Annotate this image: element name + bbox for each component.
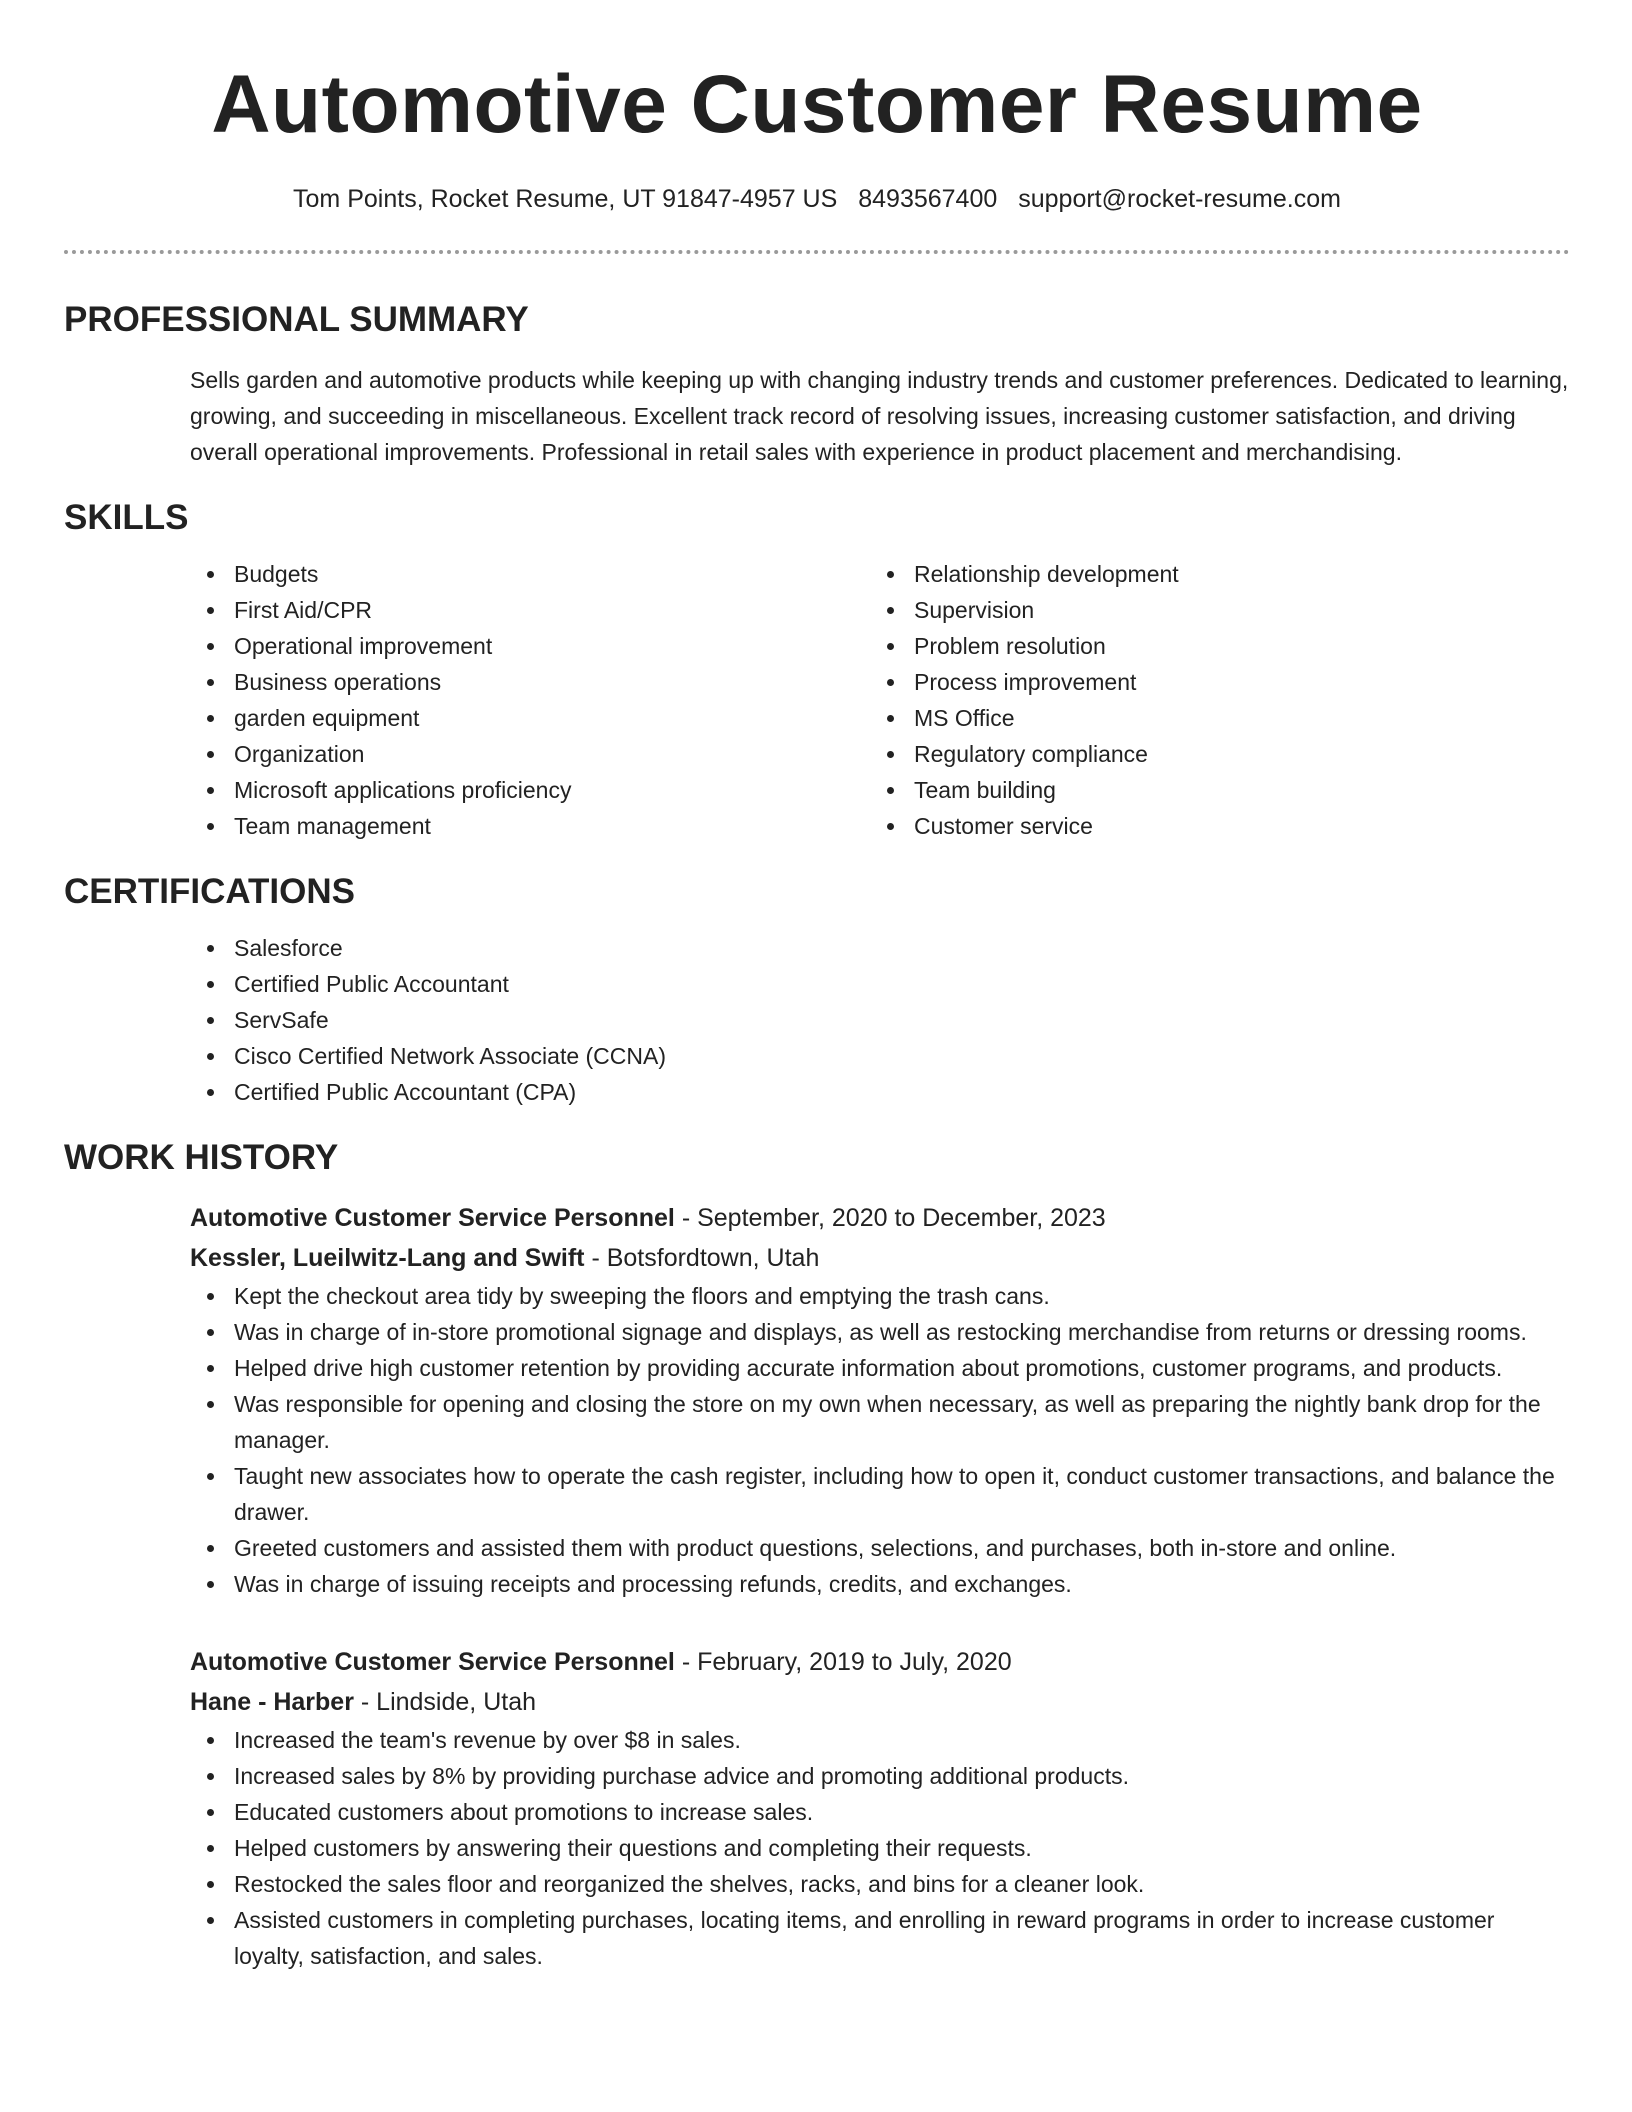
- skill-item: Budgets: [234, 556, 870, 592]
- job-company-line: [190, 1682, 1570, 1722]
- skill-item: Relationship development: [914, 556, 1550, 592]
- certification-item: Salesforce: [234, 930, 1570, 966]
- certification-list: [190, 930, 1570, 1110]
- resume-title: Automotive Customer Resume: [211, 59, 1423, 150]
- job-duty-item: Helped customers by answering their questions and completing their requests.: [234, 1830, 1570, 1866]
- job-duty-item: Was in charge of issuing receipts and processing refunds, credits, and exchanges.: [234, 1566, 1570, 1602]
- skill-item: Supervision: [914, 592, 1550, 628]
- job-role-line: [190, 1642, 1570, 1682]
- skill-item: Business operations: [234, 664, 870, 700]
- skill-item: First Aid/CPR: [234, 592, 870, 628]
- job-duty-item: Increased sales by 8% by providing purchase advice and promoting additional products.: [234, 1758, 1570, 1794]
- section-title-summary: PROFESSIONAL SUMMARY: [64, 300, 529, 339]
- section-title-skills: SKILLS: [64, 498, 189, 537]
- skill-item: Microsoft applications proficiency: [234, 772, 870, 808]
- contact-line: [64, 182, 1570, 216]
- job-location: - Lindside, Utah: [353, 1688, 536, 1716]
- job-duty-item: Assisted customers in completing purchases, locating items, and enrolling in reward programs in order to increase customer loyalty, satisfaction, and sales.: [234, 1902, 1570, 1974]
- job-duty-item: Educated customers about promotions to increase sales.: [234, 1794, 1570, 1830]
- skill-item: Organization: [234, 736, 870, 772]
- section-title-work-history: WORK HISTORY: [64, 1138, 339, 1177]
- contact-phone: 8493567400: [858, 185, 998, 213]
- skill-item: Problem resolution: [914, 628, 1550, 664]
- job-duty-item: Taught new associates how to operate the cash register, including how to open it, conduct customer transactions, and balance the drawer.: [234, 1458, 1570, 1530]
- job-duty-item: Helped drive high customer retention by providing accurate information about promotions, customer programs, and products.: [234, 1350, 1570, 1386]
- job-company: Kessler, Lueilwitz-Lang and Swift: [190, 1244, 585, 1272]
- job-duty-item: Was responsible for opening and closing the store on my own when necessary, as well as preparing the nightly bank drop for the manager.: [234, 1386, 1570, 1458]
- contact-address: Tom Points, Rocket Resume, UT 91847-4957 US: [293, 185, 838, 213]
- job-duties: [190, 1278, 1570, 1602]
- summary-text: Sells garden and automotive products while keeping up with changing industry trends and customer preferences. Dedicated to learning, growing, and succeeding in miscellaneous. Excellent track record of resolving issues, increasing customer satisfaction, and driving overall operational improvements. Professional in retail sales with experience in product placement and merchandising.: [190, 367, 1569, 465]
- job-dates: - September, 2020 to December, 2023: [674, 1204, 1106, 1232]
- job-duty-item: Restocked the sales floor and reorganized the shelves, racks, and bins for a cleaner look.: [234, 1866, 1570, 1902]
- skill-item: Operational improvement: [234, 628, 870, 664]
- skills-grid: [190, 556, 1570, 844]
- certification-item: Certified Public Accountant (CPA): [234, 1074, 1570, 1110]
- skill-item: Regulatory compliance: [914, 736, 1550, 772]
- skill-item: MS Office: [914, 700, 1550, 736]
- certification-item: Cisco Certified Network Associate (CCNA): [234, 1038, 1570, 1074]
- job-duty-item: Greeted customers and assisted them with product questions, selections, and purchases, both in-store and online.: [234, 1530, 1570, 1566]
- job-role: Automotive Customer Service Personnel: [190, 1648, 675, 1676]
- job-duty-item: Kept the checkout area tidy by sweeping the floors and emptying the trash cans.: [234, 1278, 1570, 1314]
- job-dates: - February, 2019 to July, 2020: [674, 1648, 1012, 1676]
- section-title-certifications: CERTIFICATIONS: [64, 872, 356, 911]
- header-divider: [64, 250, 1570, 254]
- job-duty-item: Was in charge of in-store promotional signage and displays, as well as restocking merchandise from returns or dressing rooms.: [234, 1314, 1570, 1350]
- job-company: Hane - Harber: [190, 1688, 354, 1716]
- job-duty-item: Increased the team's revenue by over $8 in sales.: [234, 1722, 1570, 1758]
- job-role: Automotive Customer Service Personnel: [190, 1204, 675, 1232]
- skill-item: Process improvement: [914, 664, 1550, 700]
- job-entry: [190, 1198, 1570, 1602]
- skill-item: garden equipment: [234, 700, 870, 736]
- contact-email: support@rocket-resume.com: [1018, 185, 1341, 213]
- job-company-line: [190, 1238, 1570, 1278]
- job-role-line: [190, 1198, 1570, 1238]
- job-entry: [190, 1642, 1570, 1974]
- certification-item: ServSafe: [234, 1002, 1570, 1038]
- certification-item: Certified Public Accountant: [234, 966, 1570, 1002]
- skills-column-left: [190, 556, 870, 844]
- job-location: - Botsfordtown, Utah: [584, 1244, 820, 1272]
- resume-page: [64, 0, 1570, 1974]
- skill-item: Team management: [234, 808, 870, 844]
- skills-column-right: [870, 556, 1550, 844]
- skill-item: Team building: [914, 772, 1550, 808]
- skill-item: Customer service: [914, 808, 1550, 844]
- job-duties: [190, 1722, 1570, 1974]
